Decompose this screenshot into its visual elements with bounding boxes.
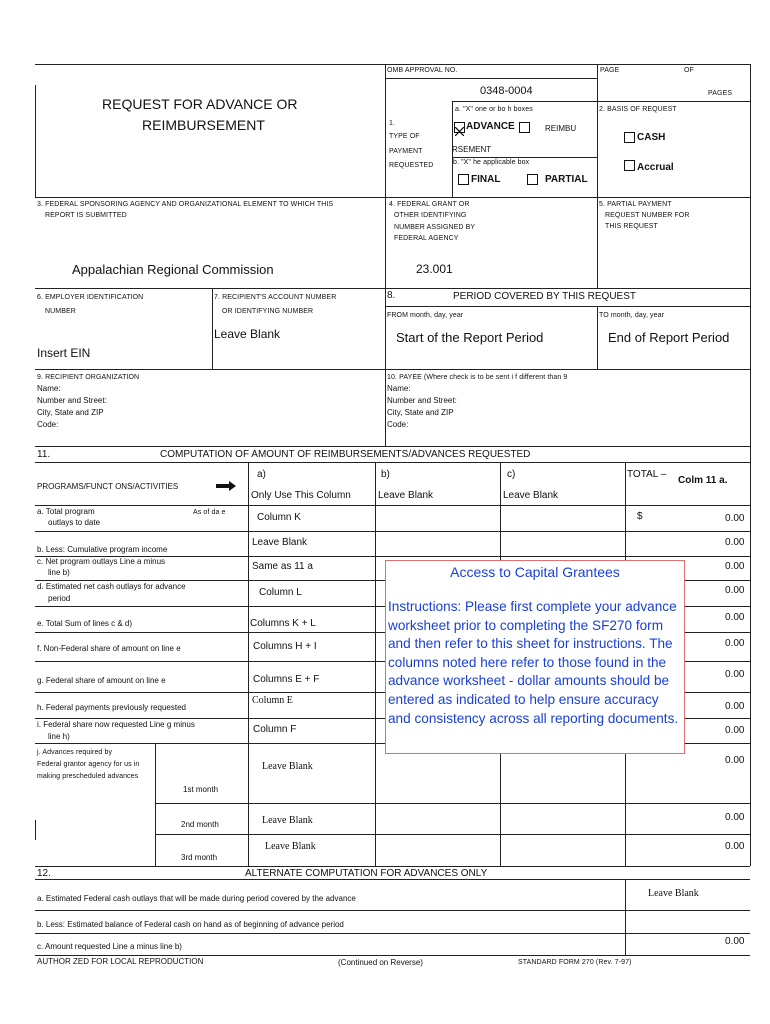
period-from-value[interactable]: Start of the Report Period (396, 330, 544, 345)
grant-value[interactable]: 23.001 (416, 262, 453, 276)
recipient-org-code[interactable]: Code: (37, 420, 59, 429)
row-g-total[interactable]: 0.00 (725, 669, 745, 680)
footer-continued: (Continued on Reverse) (338, 958, 423, 967)
computation-title: COMPUTATION OF AMOUNT OF REIMBURSEMENTS/ADVANCES REQUESTED (160, 449, 531, 460)
partial-payment-label-3: THIS REQUEST (605, 223, 658, 230)
advance-label: ADVANCE (466, 121, 515, 132)
alternate-b-label: b. Less: Estimated balance of Federal cash on hand as of beginning of advance period (37, 920, 344, 929)
col-c-note: Leave Blank (503, 490, 559, 501)
row-j3-label: 3rd month (181, 853, 218, 862)
alternate-a-label: a. Estimated Federal cash outlays that will be made during period covered by the advance (37, 894, 356, 903)
row-h-total[interactable]: 0.00 (725, 701, 745, 712)
alternate-title: ALTERNATE COMPUTATION FOR ADVANCES ONLY (245, 868, 488, 879)
programs-label: PROGRAMS/FUNCT ONS/ACTIVITIES (37, 482, 179, 491)
row-c-total[interactable]: 0.00 (725, 561, 745, 572)
row-b-col[interactable]: Leave Blank (252, 537, 308, 548)
row-a-label-2: outlays to date (48, 518, 101, 527)
total-label: TOTAL – (627, 469, 667, 480)
footer-standard-form: STANDARD FORM 270 (Rev. 7-97) (518, 959, 632, 966)
form-title-line2: REIMBURSEMENT (142, 117, 265, 133)
check-x-icon (455, 127, 464, 136)
payee-street[interactable]: Number and Street: (387, 396, 457, 405)
row-f-total[interactable]: 0.00 (725, 638, 745, 649)
payee-city[interactable]: City, State and ZIP (387, 408, 454, 417)
row-g-label: g. Federal share of amount on line e (37, 676, 166, 685)
computation-number: 11. (37, 449, 51, 460)
alternate-number: 12. (37, 868, 51, 879)
total-note: Colm 11 a. (678, 475, 728, 486)
period-to-value[interactable]: End of Report Period (608, 330, 730, 345)
overlay-text: Instructions: Please first complete your advance worksheet prior to completing the SF270 form and then refer to this sheet for instructions. The columns noted here refer to those found in the advance worksheet - dollar amounts should be entered as indicated to help ensure accuracy and consistency across all reporting documents. (388, 599, 679, 726)
recipient-account-value[interactable]: Leave Blank (214, 327, 281, 341)
employer-label-1: 6. EMPLOYER IDENTIFICATION (37, 294, 144, 301)
period-to-label: TO month, day, year (599, 312, 665, 319)
type-of-payment-label-2: PAYMENT (389, 148, 423, 155)
row-i-label-1: i. Federal share now requested Line g minus (37, 720, 195, 729)
row-j2-col[interactable]: Leave Blank (262, 815, 313, 826)
agency-value[interactable]: Appalachian Regional Commission (72, 262, 274, 277)
row-j3-col[interactable]: Leave Blank (265, 841, 316, 852)
grant-label-3: NUMBER ASSIGNED BY (394, 224, 476, 231)
form-title-line1: REQUEST FOR ADVANCE OR (102, 96, 298, 112)
row-j1-label: 1st month (183, 785, 219, 794)
alternate-c-label: c. Amount requested Line a minus line b) (37, 942, 182, 951)
row-d-label-2: period (48, 594, 71, 603)
recipient-org-name[interactable]: Name: (37, 384, 61, 393)
recipient-account-label-2: OR IDENTIFYING NUMBER (222, 308, 314, 315)
row-j2-label: 2nd month (181, 820, 219, 829)
row-a-total[interactable]: 0.00 (725, 513, 745, 524)
omb-label: OMB APPROVAL NO. (387, 67, 458, 74)
row-j-label-1: j. Advances required by (37, 749, 113, 756)
type-b-instruction: b. "X" he applicable box (453, 159, 530, 166)
row-b-total[interactable]: 0.00 (725, 537, 745, 548)
col-b-note: Leave Blank (378, 490, 434, 501)
payee-label: 10. PAYEE (Where check is to be sent i f different than 9 (387, 374, 568, 381)
recipient-org-street[interactable]: Number and Street: (37, 396, 107, 405)
arrow-right-icon (216, 481, 236, 491)
agency-label-2: REPORT IS SUBMITTED (45, 212, 127, 219)
accrual-label: Accrual (637, 162, 674, 173)
type-of-payment-number: 1. (389, 120, 396, 127)
type-of-payment-label-3: REQUESTED (389, 162, 434, 169)
row-b-label: b. Less: Cumulative program income (37, 545, 168, 554)
row-c-label-1: c. Net program outlays Line a minus (37, 557, 166, 566)
row-j-label-3: making prescheduled advances (37, 773, 139, 780)
row-a-label-1: a. Total program (37, 507, 95, 516)
period-from-label: FROM month, day, year (387, 312, 464, 319)
row-d-col[interactable]: Column L (259, 587, 302, 598)
row-a-as-of: As of da e (193, 509, 226, 516)
final-checkbox[interactable] (458, 174, 469, 185)
cash-checkbox[interactable] (624, 132, 635, 143)
basis-label: 2. BASIS OF REQUEST (599, 106, 677, 113)
employer-label-2: NUMBER (45, 308, 76, 315)
row-a-col[interactable]: Column K (257, 512, 301, 523)
row-j2-total[interactable]: 0.00 (725, 812, 745, 823)
row-a-dollar: $ (637, 511, 643, 522)
col-b-letter: b) (381, 469, 390, 480)
type-a-instruction: a. "X" one or bo h boxes (455, 106, 533, 113)
advance-checkbox[interactable] (454, 122, 465, 133)
reimbu-label: REIMBU (545, 124, 577, 133)
payee-name[interactable]: Name: (387, 384, 411, 393)
type-of-payment-label-1: TYPE OF (389, 133, 420, 140)
page-label: PAGE (600, 67, 620, 74)
final-label: FINAL (471, 174, 501, 185)
row-i-col[interactable]: Column F (253, 724, 297, 735)
row-j-label-2: Federal grantor agency for us in (37, 761, 140, 768)
row-e-total[interactable]: 0.00 (725, 612, 745, 623)
row-h-col[interactable]: Column E (252, 695, 293, 706)
period-number: 8. (387, 290, 396, 301)
row-g-col[interactable]: Columns E + F (253, 674, 320, 685)
footer-authorized: AUTHOR ZED FOR LOCAL REPRODUCTION (37, 957, 204, 966)
row-j1-col[interactable]: Leave Blank (262, 761, 313, 772)
row-h-label: h. Federal payments previously requested (37, 703, 186, 712)
row-i-total[interactable]: 0.00 (725, 725, 745, 736)
row-d-label-1: d. Estimated net cash outlays for advance (37, 582, 186, 591)
row-c-col[interactable]: Same as 11 a (252, 561, 313, 572)
partial-payment-label-1: 5. PARTIAL PAYMENT (599, 201, 672, 208)
accrual-checkbox[interactable] (624, 160, 635, 171)
col-a-note: Only Use This Column (251, 490, 351, 501)
period-label: PERIOD COVERED BY THIS REQUEST (453, 291, 637, 302)
partial-payment-label-2: REQUEST NUMBER FOR (605, 212, 690, 219)
overlay-title: Access to Capital Grantees (450, 564, 620, 580)
reimbursement-checkbox[interactable] (519, 122, 530, 133)
of-label: OF (684, 67, 694, 74)
omb-number: 0348-0004 (480, 85, 533, 97)
col-a-letter: a) (257, 469, 266, 480)
employer-value[interactable]: Insert EIN (37, 346, 91, 360)
recipient-org-city[interactable]: City, State and ZIP (37, 408, 104, 417)
row-e-label: e. Total Sum of lines c & d) (37, 619, 133, 628)
partial-label: PARTIAL (545, 174, 588, 185)
cash-label: CASH (637, 132, 666, 143)
alternate-c-value[interactable]: 0.00 (725, 936, 745, 947)
row-d-total[interactable]: 0.00 (725, 585, 745, 596)
row-c-label-2: line b) (48, 568, 70, 577)
instructions-overlay (385, 560, 685, 754)
alternate-a-value[interactable]: Leave Blank (648, 888, 699, 899)
partial-checkbox[interactable] (527, 174, 538, 185)
pages-label: PAGES (708, 90, 733, 97)
row-f-label: f. Non-Federal share of amount on line e (37, 644, 181, 653)
grant-label-1: 4. FEDERAL GRANT OR (389, 201, 470, 208)
rsement-label: RSEMENT (452, 145, 492, 154)
col-c-letter: c) (507, 469, 516, 480)
grant-label-4: FEDERAL AGENCY (394, 235, 459, 242)
grant-label-2: OTHER IDENTIFYING (394, 212, 467, 219)
row-i-label-2: line h) (48, 732, 70, 741)
payee-code[interactable]: Code: (387, 420, 409, 429)
recipient-org-label: 9. RECIPIENT ORGANIZATION (37, 374, 140, 381)
row-f-col[interactable]: Columns H + I (253, 641, 317, 652)
row-e-col[interactable]: Columns K + L (250, 618, 316, 629)
row-j3-total[interactable]: 0.00 (725, 841, 745, 852)
recipient-account-label-1: 7. RECIPIENT'S ACCOUNT NUMBER (214, 294, 337, 301)
row-j1-total[interactable]: 0.00 (725, 755, 745, 766)
agency-label-1: 3. FEDERAL SPONSORING AGENCY AND ORGANIZATIONAL ELEMENT TO WHICH THIS (37, 201, 334, 208)
